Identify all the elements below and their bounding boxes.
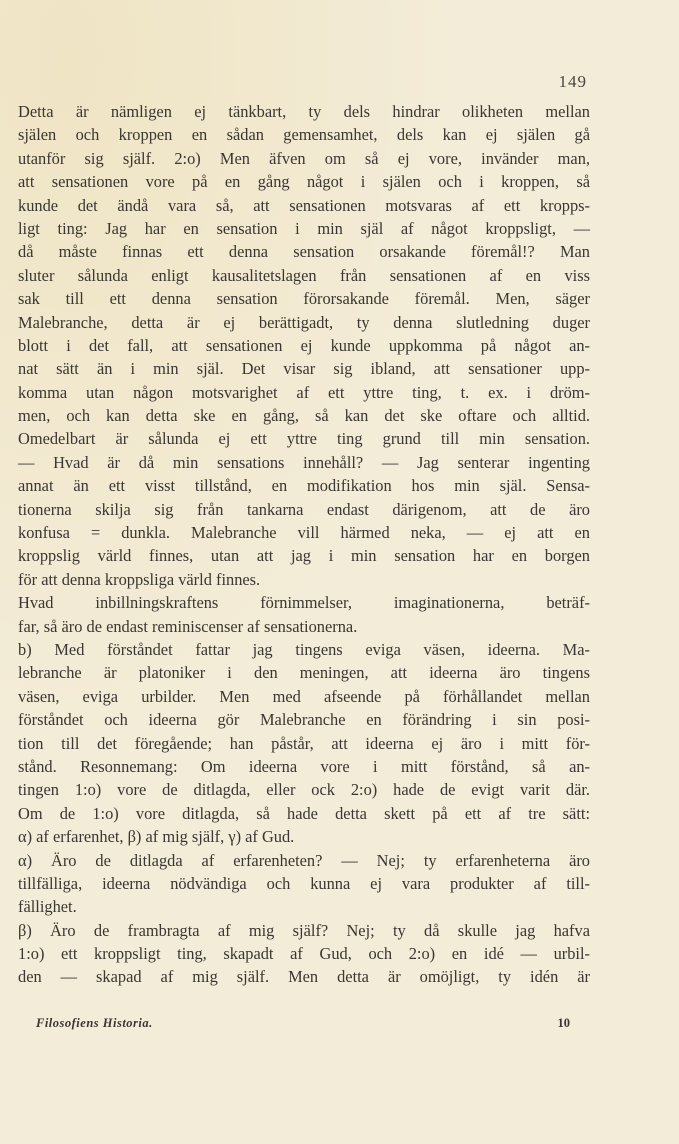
text-line: Om de 1:o) vore ditlagda, så hade detta skett på ett af tre sätt:	[18, 803, 590, 823]
text-line: Hvad inbillningskraftens förnimmelser, imaginationerna, beträf-	[18, 593, 590, 613]
text-line: komma utan någon motsvarighet af ett yttre ting, t. ex. i dröm-	[18, 382, 590, 402]
text-line: men, och kan detta ske en gång, så kan det ske oftare och alltid.	[18, 406, 590, 426]
text-line: — Hvad är då min sensations innehåll? — Jag senterar ingenting	[18, 452, 590, 472]
text-line: förståndet och ideerna gör Malebranche en förändring i sin posi-	[18, 710, 590, 730]
text-line: tionerna skilja sig från tankarna endast därigenom, att de äro	[18, 499, 590, 519]
text-line: tingen 1:o) vore de ditlagda, eller ock 2:o) hade de evigt varit där.	[18, 780, 590, 800]
text-line: nat sätt än i min själ. Det visar sig ibland, att sensationer upp-	[18, 359, 590, 379]
text-line: konfusa = dunkla. Malebranche vill härmed neka, — ej att en	[18, 523, 590, 543]
text-line: sluter sålunda enligt kausalitetslagen från sensationen af en viss	[18, 265, 590, 285]
text-line: Malebranche, detta är ej berättigadt, ty denna slutledning duger	[18, 312, 590, 332]
text-line: för att denna kroppsliga värld finnes.	[18, 569, 261, 589]
text-line: kunde det ändå vara så, att sensationen motsvaras af ett kropps-	[18, 195, 590, 215]
text-line: då måste finnas ett denna sensation orsakande föremål!? Man	[18, 242, 590, 262]
text-line: den — skapad af mig själf. Men detta är omöjligt, ty idén är	[18, 967, 590, 987]
footer-book-title: Filosofiens Historia.	[36, 1016, 153, 1030]
page-footer	[36, 1016, 570, 1031]
text-line: 1:o) ett kroppsligt ting, skapadt af Gud, och 2:o) en idé — urbil-	[18, 944, 590, 964]
text-line: Detta är nämligen ej tänkbart, ty dels hindrar olikheten mellan	[18, 102, 590, 121]
text-line: stånd. Resonnemang: Om ideerna vore i mitt förstånd, så an-	[18, 756, 590, 776]
text-line: kroppslig värld finnes, utan att jag i min sensation har en borgen	[18, 546, 590, 566]
text-line: lebranche är platoniker i den meningen, att ideerna äro tingens	[18, 663, 590, 683]
text-line: α) af erfarenhet, β) af mig själf, γ) af Gud.	[18, 827, 295, 847]
text-line: b) Med förståndet fattar jag tingens eviga väsen, ideerna. Ma-	[18, 639, 590, 659]
text-line: annat än ett visst tillstånd, en modifikation hos min själ. Sensa-	[18, 476, 590, 496]
body-text	[18, 100, 590, 989]
text-line: tillfälliga, ideerna nödvändiga och kunna ej vara produkter af till-	[18, 873, 590, 893]
page-number: 149	[558, 72, 587, 91]
text-line: att sensationen vore på en gång något i själen och i kroppen, så	[18, 172, 590, 192]
text-line: utanför sig själf. 2:o) Men äfven om så ej vore, invänder man,	[18, 148, 590, 168]
text-line: blott i det fall, att sensationen ej kunde uppkomma på något an-	[18, 335, 590, 355]
footer-signature: 10	[557, 1016, 570, 1030]
text-line: väsen, eviga urbilder. Men med afseende på förhållandet mellan	[18, 686, 590, 706]
text-line: ligt ting: Jag har en sensation i min själ af något kroppsligt, —	[18, 218, 590, 238]
text-line: tion till det föregående; han påstår, att ideerna ej äro i mitt för-	[18, 733, 590, 753]
text-line: sak till ett denna sensation förorsakande föremål. Men, säger	[18, 289, 590, 309]
text-line: far, så äro de endast reminiscenser af sensationerna.	[18, 616, 358, 636]
text-line: β) Äro de frambragta af mig själf? Nej; ty då skulle jag hafva	[18, 920, 590, 940]
text-line: fällighet.	[18, 897, 77, 917]
text-line: Omedelbart är sålunda ej ett yttre ting grund till min sensation.	[18, 429, 590, 449]
text-line: α) Äro de ditlagda af erfarenheten? — Nej; ty erfarenheterna äro	[18, 850, 590, 870]
text-line: själen och kroppen en sådan gemensamhet, dels kan ej själen gå	[18, 125, 590, 145]
